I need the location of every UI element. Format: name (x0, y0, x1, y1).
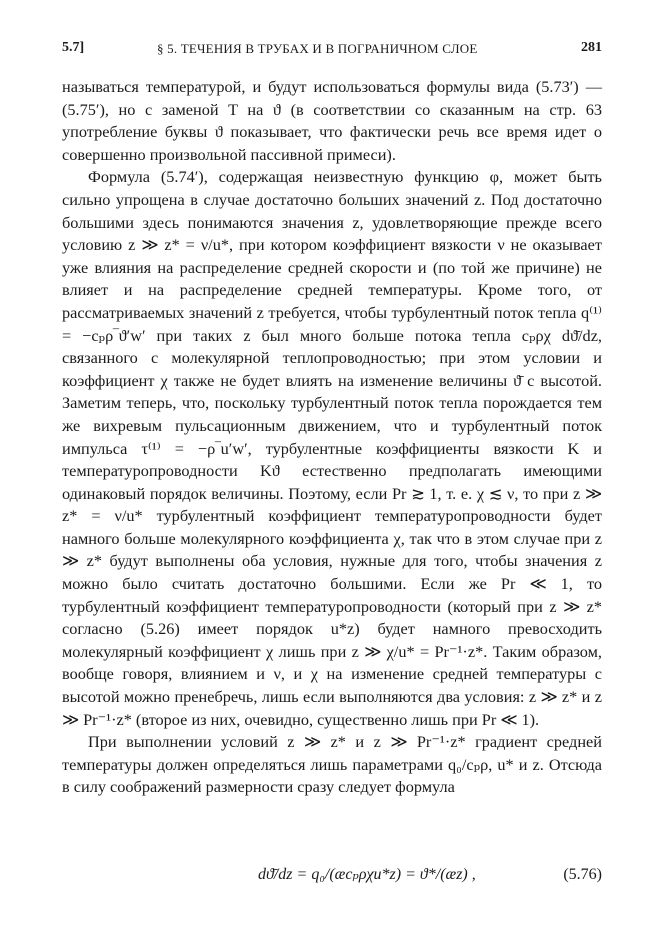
paragraph-2: Формула (5.74′), содержащая неизвестную функцию φ, может быть сильно упрощена в случае достаточно больших значений z. Под достаточно большими здесь понимаются значения z, удовлетворяющие прежде всего условию z ≫ z* = ν/u*, при котором коэффициент вязкости ν не оказывает уже влияния на распределение средней скорости и (по той же причине) не влияет и на распределение средней температуры. Кроме того, от рассматриваемых значений z требуется, чтобы турбулентный поток тепла q⁽¹⁾ = −cₚρ‾ϑ′w′ при таких z был много больше потока тепла cₚρχ dϑ̄/dz, связанного с молекулярной теплопроводностью; при этом условии и коэффициент χ также не будет влиять на изменение величины ϑ̄ с высотой. Заметим теперь, что, поскольку турбулентный поток тепла порождается тем же вихревым пульсационным движением, что и турбулентный поток импульса τ⁽¹⁾ = −ρ‾u′w′, турбулентные коэффициенты вязкости K и температуропроводности Kϑ естественно предполагать имеющими одинаковый порядок величины. Поэтому, если Pr ≳ 1, т. е. χ ≲ ν, то при z ≫ z* = ν/u* турбулентный коэффициент температуропроводности будет намного больше молекулярного коэффициента χ, так что в этом случае при z ≫ z* будут выполнены оба условия, нужные для того, чтобы значения z можно было считать достаточно большими. Если же Pr ≪ 1, то турбулентный коэффициент температуропроводности (который при z ≫ z* согласно (5.26) имеет порядок u*z) будет намного превосходить молекулярный коэффициент χ лишь при z ≫ χ/u* = Pr⁻¹·z*. Таким образом, вообще говоря, влиянием и ν, и χ на изменение средней температуры с высотой можно пренебречь, лишь если выполняются два условия: z ≫ z* и z ≫ Pr⁻¹·z* (второе из них, очевидно, существенно лишь при Pr ≪ 1). (62, 167, 602, 729)
body-text (62, 76, 602, 799)
equation-5-76 (62, 856, 602, 900)
running-title: § 5. ТЕЧЕНИЯ В ТРУБАХ И В ПОГРАНИЧНОМ СЛОЕ (157, 41, 478, 56)
equation-number: (5.76) (563, 866, 602, 883)
paragraph-3: При выполнении условий z ≫ z* и z ≫ Pr⁻¹·z* градиент средней температуры должен определяться лишь параметрами q₀/cₚρ, u* и z. Отсюда в силу соображений размерности сразу следует формула (62, 732, 602, 797)
section-number: 5.7] (62, 40, 85, 55)
paragraph-1: называться температурой, и будут использоваться формулы вида (5.73′) — (5.75′), но с заменой T на ϑ (в соответствии со сказанным на стр. 63 употребление буквы ϑ показывает, что фактически речь все время идет о совершенно произвольной пассивной примеси). (62, 77, 602, 164)
equation-expression: dϑ̄/dz = q₀/(æcₚρχu*z) = ϑ*/(æz) , (258, 866, 476, 883)
page-number: 281 (581, 40, 602, 55)
running-header (62, 40, 602, 62)
